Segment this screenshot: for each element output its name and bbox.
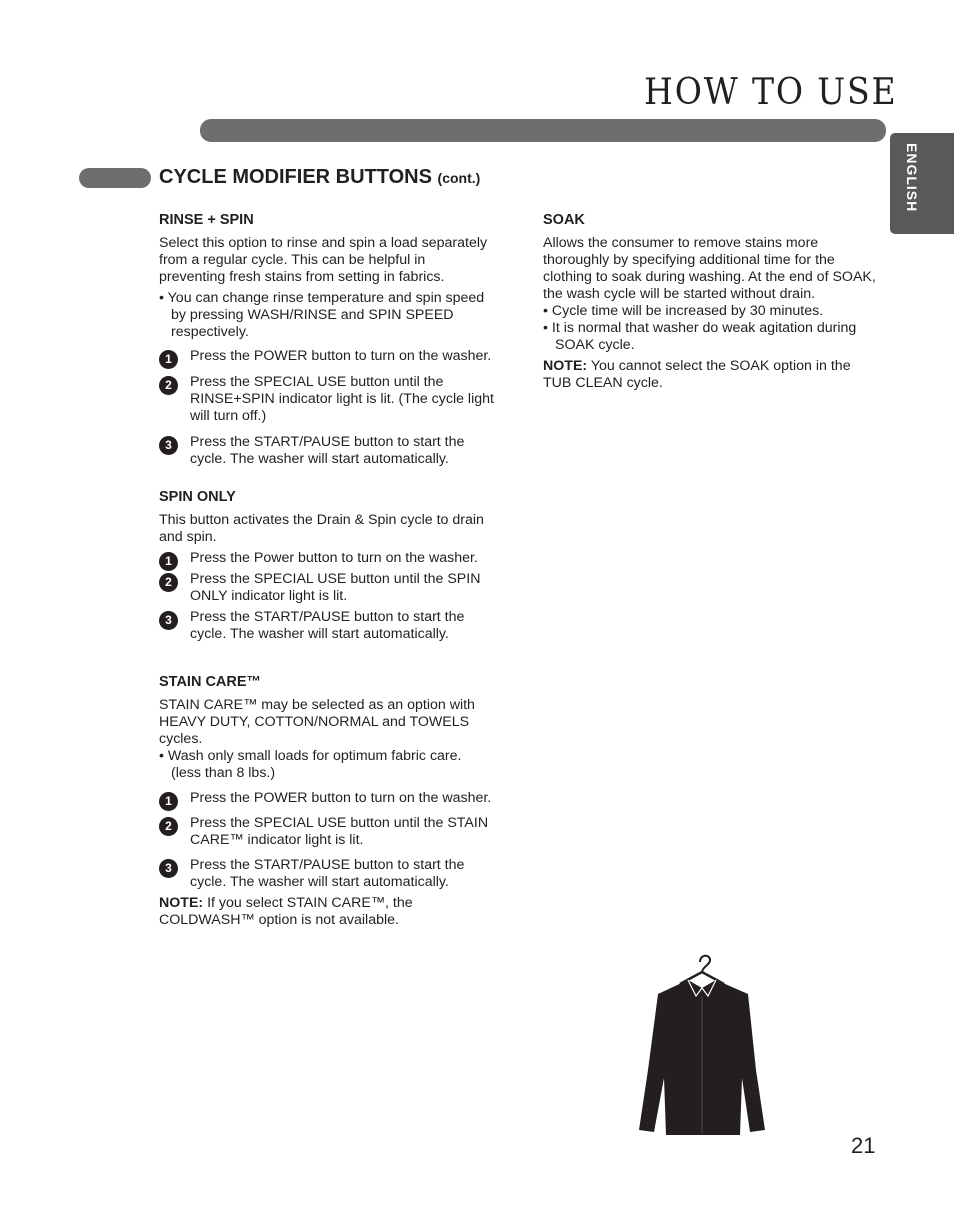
right-column [543,212,878,392]
step-text: Press the SPECIAL USE button until the SPIN ONLY indicator light is lit. [190,571,481,604]
language-tab-label: ENGLISH [904,143,920,213]
soak-block [543,212,878,392]
step-text: Press the Power button to turn on the washer. [190,550,478,566]
stain-care-note [159,895,494,929]
stain-care-step-2 [159,815,494,849]
step-text: Press the START/PAUSE button to start the cycle. The washer will start automatically. [190,857,465,890]
spin-only-intro: This button activates the Drain & Spin cycle to drain and spin. [159,512,484,545]
step-text: Press the START/PAUSE button to start the cycle. The washer will start automatically. [190,434,465,467]
stain-care-block [159,674,494,929]
page-header-title: HOW TO USE [644,72,898,113]
language-tab [890,133,954,234]
rinse-spin-step-3 [159,434,494,468]
step-number-icon: 1 [159,552,178,571]
rinse-spin-heading: RINSE + SPIN [159,212,254,228]
step-number-icon: 1 [159,350,178,369]
step-text: Press the POWER button to turn on the washer. [190,790,492,806]
stain-care-step-1 [159,790,494,807]
section-title-text: CYCLE MODIFIER BUTTONS [159,166,432,188]
rinse-spin-intro: Select this option to rinse and spin a load separately from a regular cycle. This can be helpful in preventing fresh stains from setting in fabrics. [159,235,488,285]
spin-only-step-1 [159,550,494,567]
step-number-icon: 3 [159,611,178,630]
soak-bullet-2: • It is normal that washer do weak agitation during SOAK cycle. [543,320,857,353]
rinse-spin-step-1 [159,348,494,365]
step-number-icon: 2 [159,573,178,592]
note-label: NOTE: [543,358,588,374]
stain-care-step-3 [159,857,494,891]
page-number: 21 [851,1133,876,1158]
step-number-icon: 3 [159,859,178,878]
soak-heading: SOAK [543,212,585,228]
step-text: Press the SPECIAL USE button until the RINSE+SPIN indicator light is lit. (The cycle light will turn off.) [190,374,494,424]
step-number-icon: 2 [159,817,178,836]
stain-care-heading: STAIN CARE™ [159,674,262,690]
rinse-spin-step-2 [159,374,494,425]
rinse-spin-bullet: • You can change rinse temperature and spin speed by pressing WASH/RINSE and SPIN SPEED respectively. [159,290,485,340]
soak-note [543,358,878,392]
spin-only-heading: SPIN ONLY [159,489,236,505]
soak-bullet-1: • Cycle time will be increased by 30 minutes. [543,303,824,319]
shirt-on-hanger-icon [630,950,775,1140]
spin-only-block [159,489,494,643]
left-column [159,212,494,929]
step-number-icon: 2 [159,376,178,395]
rinse-spin-block [159,212,494,468]
stain-care-intro: STAIN CARE™ may be selected as an option with HEAVY DUTY, COTTON/NORMAL and TOWELS cycles. [159,697,475,747]
section-marker [79,168,151,188]
step-number-icon: 1 [159,792,178,811]
section-title [159,166,480,189]
spin-only-step-2 [159,571,494,605]
spin-only-step-3 [159,609,494,643]
step-text: Press the SPECIAL USE button until the STAIN CARE™ indicator light is lit. [190,815,489,848]
stain-care-bullet: • Wash only small loads for optimum fabric care. (less than 8 lbs.) [159,748,462,781]
section-title-suffix: (cont.) [437,170,481,186]
note-label: NOTE: [159,895,204,911]
soak-intro: Allows the consumer to remove stains more thoroughly by specifying additional time for the clothing to soak during washing. At the end of SOAK, the wash cycle will be started without drain. [543,235,876,302]
step-number-icon: 3 [159,436,178,455]
step-text: Press the POWER button to turn on the washer. [190,348,492,364]
note-text: You cannot select the SOAK option in the TUB CLEAN cycle. [543,358,851,391]
header-bar [200,119,886,142]
note-text: If you select STAIN CARE™, the COLDWASH™ option is not available. [159,895,413,928]
step-text: Press the START/PAUSE button to start the cycle. The washer will start automatically. [190,609,465,642]
